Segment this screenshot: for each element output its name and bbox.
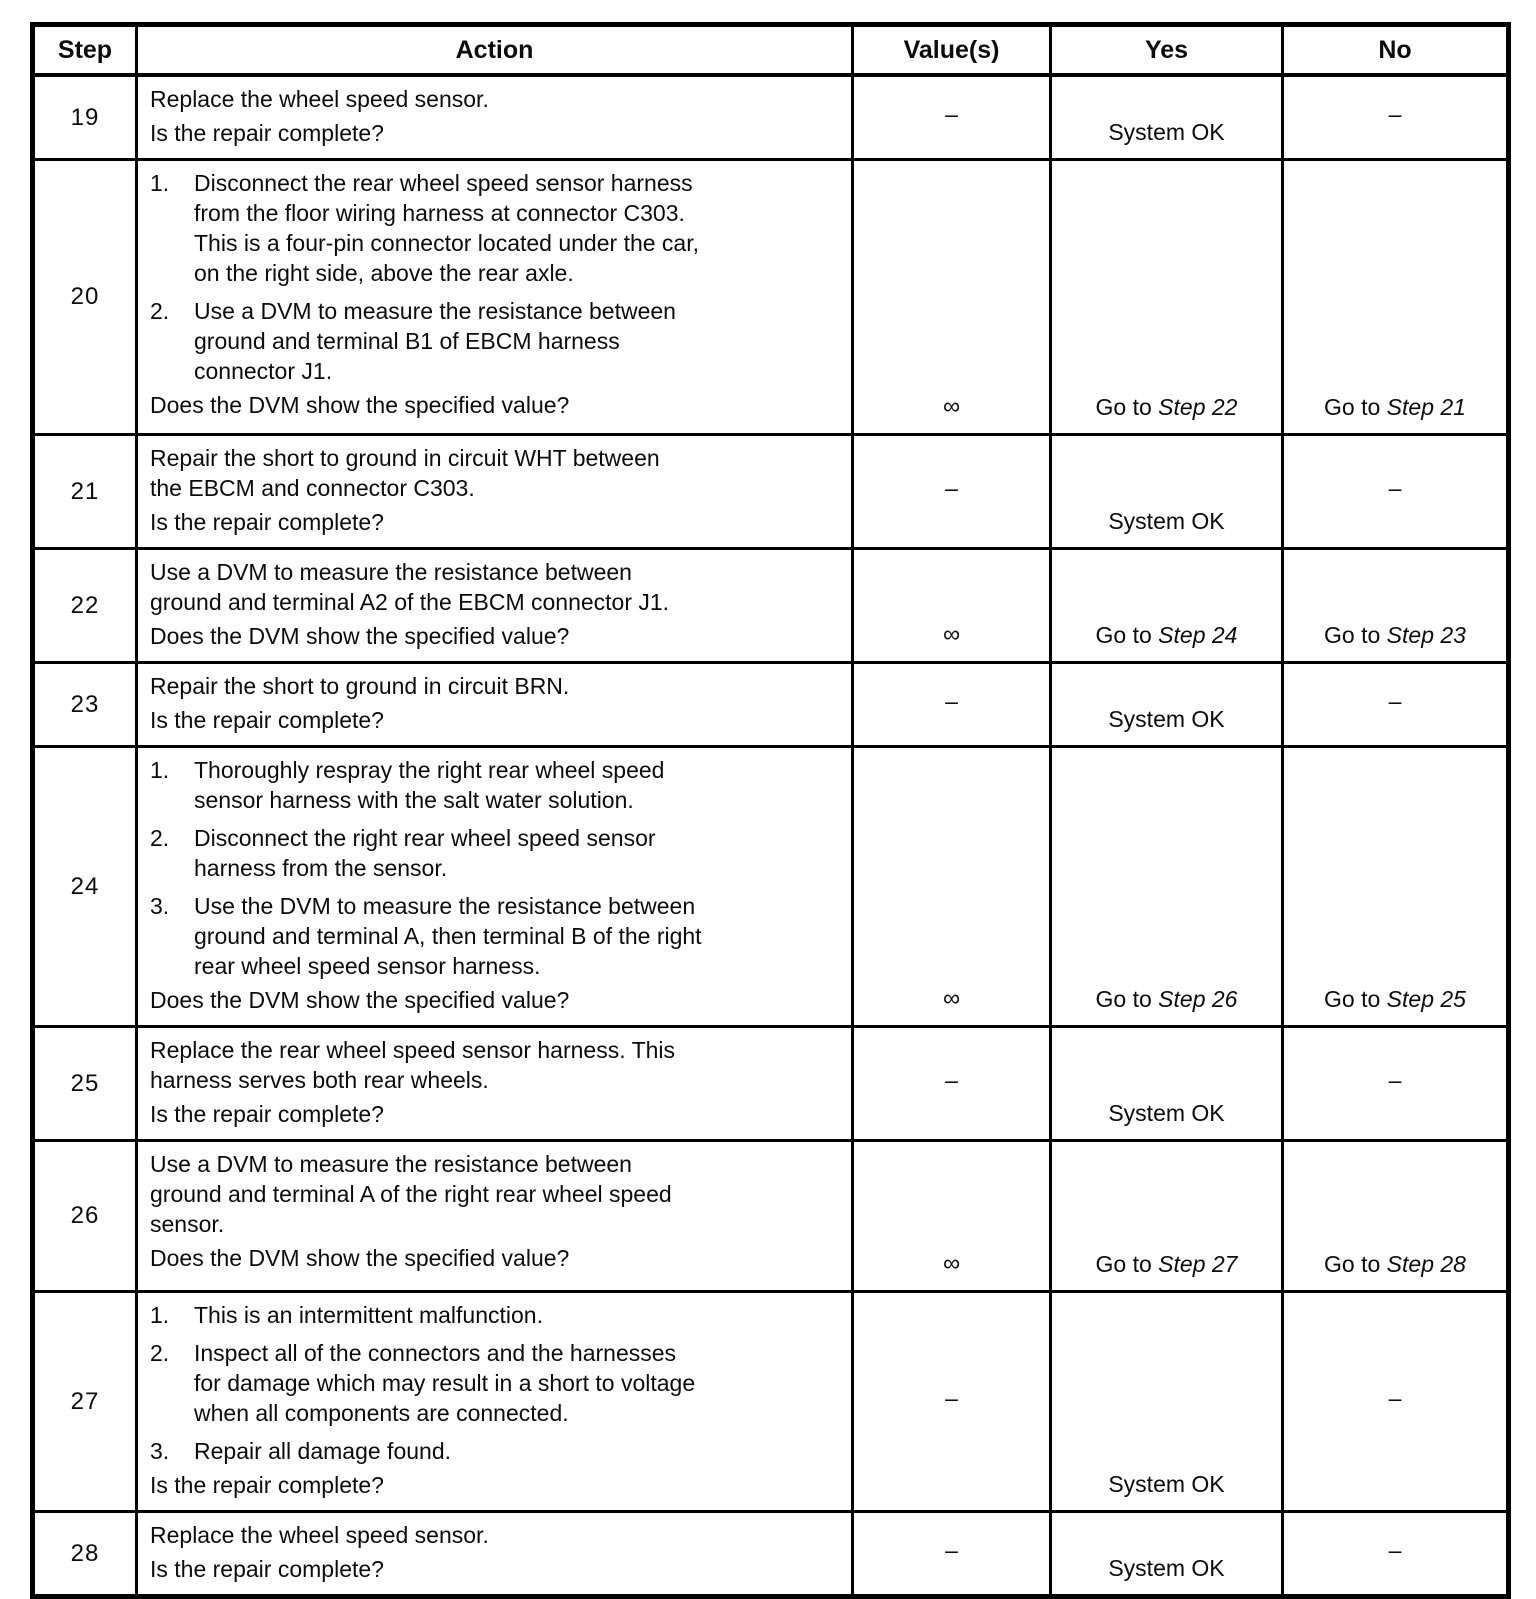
step-cell [33,1141,137,1292]
list-number: 1. [150,1302,170,1328]
step-cell [33,75,137,160]
value-cell: – [853,663,1051,747]
step-number: 19 [70,103,100,131]
action-line: Use a DVM to measure the resistance between [194,298,676,324]
action-paragraph [150,891,843,981]
action-line: Replace the wheel speed sensor. [150,1522,489,1548]
yes-cell: System OK [1051,435,1283,549]
action-line: the EBCM and connector C303. [150,475,475,501]
column-header-yes: Yes [1051,25,1283,76]
list-number: 2. [150,298,170,324]
yes-cell: System OK [1051,1512,1283,1597]
list-number: 3. [150,1438,170,1464]
step-cell [33,747,137,1027]
action-line: from the floor wiring harness at connector C303. [194,200,685,226]
value-cell: – [853,75,1051,160]
action-paragraph [150,1436,843,1466]
no-cell: Go to Step 21 [1283,160,1509,435]
value-cell: ∞ [853,549,1051,663]
action-line: This is an intermittent malfunction. [194,1302,543,1328]
action-cell [137,747,853,1027]
action-line: sensor. [150,1211,225,1237]
no-cell: – [1283,1027,1509,1141]
value-cell: – [853,1292,1051,1512]
action-line: This is a four-pin connector located under the car, [194,230,700,256]
step-number: 25 [70,1069,100,1097]
yes-cell: Go to Step 27 [1051,1141,1283,1292]
table-row [33,549,1509,663]
action-question: Does the DVM show the specified value? [150,392,570,418]
no-cell: – [1283,1292,1509,1512]
action-line: ground and terminal A of the right rear wheel speed [150,1181,672,1207]
action-question: Is the repair complete? [150,1101,384,1127]
value-cell: ∞ [853,747,1051,1027]
action-line: for damage which may result in a short to voltage [194,1370,696,1396]
step-cell [33,1027,137,1141]
action-paragraph [150,1035,843,1095]
step-number: 20 [70,283,100,310]
action-line: Use the DVM to measure the resistance between [194,893,696,919]
no-cell: Go to Step 23 [1283,549,1509,663]
action-line: ground and terminal A, then terminal B of the right [194,923,702,949]
no-cell: – [1283,435,1509,549]
action-line: ground and terminal B1 of EBCM harness [194,328,620,354]
action-line: Replace the wheel speed sensor. [150,86,489,112]
table-row [33,1141,1509,1292]
action-question: Is the repair complete? [150,1472,384,1498]
step-cell [33,160,137,435]
no-cell: Go to Step 25 [1283,747,1509,1027]
list-number: 2. [150,1340,170,1366]
value-cell: ∞ [853,1141,1051,1292]
column-header-action: Action [137,25,853,76]
action-question: Does the DVM show the specified value? [150,1245,570,1271]
action-paragraph [150,1520,843,1550]
list-number: 1. [150,757,170,783]
action-cell [137,160,853,435]
column-header-values: Value(s) [853,25,1051,76]
action-cell [137,1292,853,1512]
step-cell [33,663,137,747]
step-number: 26 [70,1202,100,1229]
table-row [33,75,1509,160]
action-line: Use a DVM to measure the resistance between [150,559,632,585]
step-cell [33,1512,137,1597]
yes-cell: System OK [1051,1292,1283,1512]
table-row [33,1027,1509,1141]
action-question: Is the repair complete? [150,120,384,146]
table-header [33,25,1509,76]
action-question: Is the repair complete? [150,1556,384,1582]
action-line: rear wheel speed sensor harness. [194,953,541,979]
value-cell: – [853,1512,1051,1597]
action-cell [137,1512,853,1597]
yes-cell: Go to Step 24 [1051,549,1283,663]
value-cell: – [853,1027,1051,1141]
action-line: Inspect all of the connectors and the harnesses [194,1340,677,1366]
step-cell [33,1292,137,1512]
yes-cell: System OK [1051,1027,1283,1141]
table-row [33,747,1509,1027]
action-line: connector J1. [194,358,333,384]
step-number: 24 [70,872,100,900]
action-cell [137,435,853,549]
action-paragraph [150,1338,843,1428]
no-cell: – [1283,1512,1509,1597]
action-line: sensor harness with the salt water solution. [194,787,634,813]
action-line: Repair the short to ground in circuit WHT between [150,445,660,471]
no-cell: – [1283,663,1509,747]
action-paragraph [150,1149,843,1239]
action-paragraph [150,1300,843,1330]
action-cell [137,1141,853,1292]
column-header-step: Step [33,25,137,76]
action-line: Thoroughly respray the right rear wheel speed [194,757,665,783]
step-number: 22 [70,591,100,619]
yes-cell: Go to Step 26 [1051,747,1283,1027]
table-row [33,1512,1509,1597]
list-number: 2. [150,825,170,851]
header-row [33,25,1509,76]
list-number: 1. [150,170,170,196]
action-line: Repair the short to ground in circuit BRN. [150,673,570,699]
table-row [33,435,1509,549]
action-question: Does the DVM show the specified value? [150,987,570,1013]
table-row [33,1292,1509,1512]
value-cell: – [853,435,1051,549]
table-row [33,663,1509,747]
action-line: Repair all damage found. [194,1438,451,1464]
action-paragraph [150,823,843,883]
action-cell [137,1027,853,1141]
step-number: 23 [70,690,100,718]
action-line: harness from the sensor. [194,855,448,881]
action-line: Disconnect the rear wheel speed sensor harness [194,170,693,196]
action-paragraph [150,296,843,386]
step-cell [33,549,137,663]
action-line: ground and terminal A2 of the EBCM connector J1. [150,589,670,615]
yes-cell: Go to Step 22 [1051,160,1283,435]
step-number: 27 [70,1387,100,1415]
action-question: Is the repair complete? [150,707,384,733]
yes-cell: System OK [1051,75,1283,160]
column-header-no: No [1283,25,1509,76]
no-cell: – [1283,75,1509,160]
action-question: Is the repair complete? [150,509,384,535]
step-number: 21 [70,477,100,505]
action-paragraph [150,168,843,288]
action-cell [137,75,853,160]
action-paragraph [150,671,843,701]
action-question: Does the DVM show the specified value? [150,623,570,649]
steps-table-body [33,75,1509,1597]
step-number: 28 [70,1539,100,1567]
action-paragraph [150,443,843,503]
action-line: harness serves both rear wheels. [150,1067,489,1093]
action-paragraph [150,557,843,617]
list-number: 3. [150,893,170,919]
diagnostic-table [30,22,1511,1599]
action-line: Disconnect the right rear wheel speed sensor [194,825,656,851]
action-paragraph [150,84,843,114]
action-line: when all components are connected. [194,1400,569,1426]
action-cell [137,549,853,663]
action-line: Use a DVM to measure the resistance between [150,1151,632,1177]
table-row [33,160,1509,435]
action-line: on the right side, above the rear axle. [194,260,574,286]
value-cell: ∞ [853,160,1051,435]
step-cell [33,435,137,549]
action-cell [137,663,853,747]
action-line: Replace the rear wheel speed sensor harness. This [150,1037,676,1063]
yes-cell: System OK [1051,663,1283,747]
no-cell: Go to Step 28 [1283,1141,1509,1292]
action-paragraph [150,755,843,815]
